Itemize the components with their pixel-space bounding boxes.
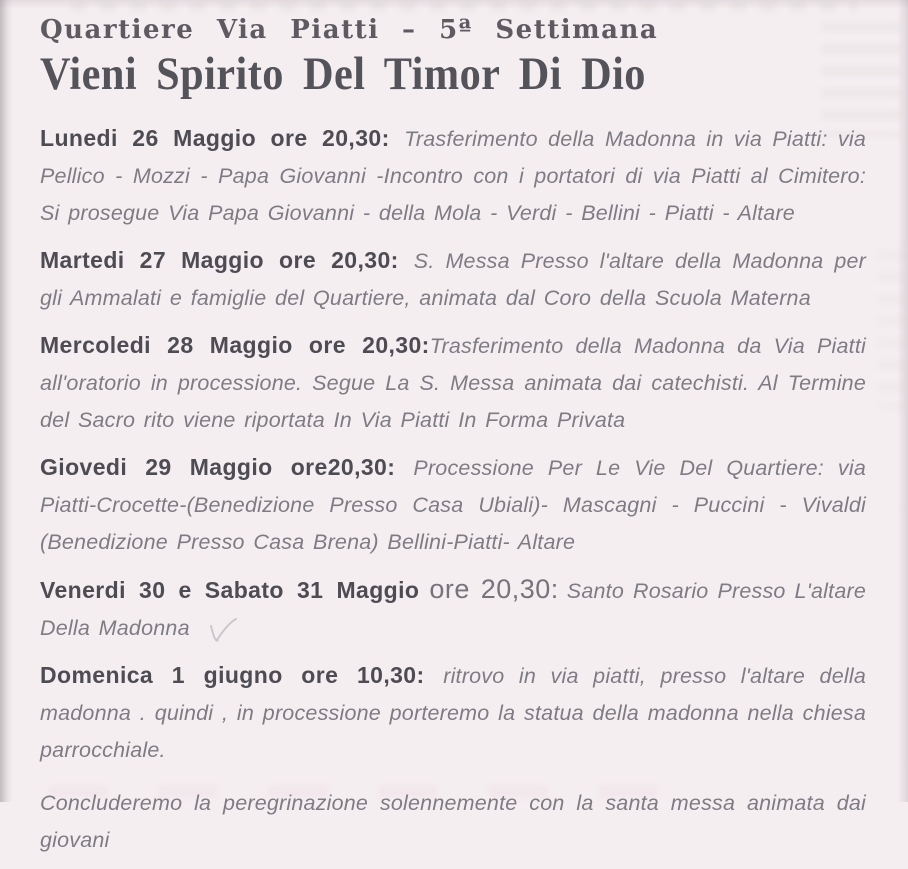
page-content	[40, 14, 866, 869]
schedule-entry-monday	[40, 120, 866, 232]
bleedthrough-artifact-top	[70, 2, 858, 12]
entry-text: ritrovo in via piatti, presso l'altare della madonna . quindi , in processione porteremo la statua della madonna nella chiesa parrocchiale.	[40, 664, 866, 762]
kicker-heading: Quartiere Via Piatti – 5ª Settimana	[40, 15, 659, 45]
schedule-entry-friday-saturday	[40, 571, 866, 647]
entry-day-label: Venerdi 30 e Sabato 31 Maggio	[40, 577, 420, 603]
schedule-entry-thursday	[40, 449, 866, 561]
bleedthrough-artifact-right	[878, 250, 904, 410]
entry-day-label: Mercoledi 28 Maggio ore 20,30:	[40, 332, 430, 358]
scan-edge-shadow-top	[0, 0, 908, 9]
entry-text: Processione Per Le Vie Del Quartiere: via Piatti-Crocette-(Benedizione Presso Casa Ubiali)- Mascagni - Puccini - Vivaldi (Benedizione Presso Casa Brena) Bellini-Piatti- Altare	[40, 456, 866, 554]
pen-mark	[203, 614, 243, 650]
schedule-entry-sunday	[40, 657, 866, 769]
page-title: Vieni Spirito Del Timor Di Dio	[40, 48, 646, 100]
entry-text: Trasferimento della Madonna da Via Piatti all'oratorio in processione. Segue La S. Messa animata dai catechisti. Al Termine del Sacro rito viene riportata In Via Piatti In Forma Privata	[40, 334, 866, 432]
entry-day-label: Martedi 27 Maggio ore 20,30:	[40, 247, 414, 273]
scan-edge-shadow-left	[0, 0, 13, 802]
scan-edge-shadow-right	[897, 0, 908, 802]
entry-day-label: Domenica 1 giugno ore 10,30:	[40, 662, 444, 688]
closing-line: Concluderemo la peregrinazione solennemente con la santa messa animata dai giovani	[40, 791, 866, 852]
entry-text: S. Messa Presso l'altare della Madonna per gli Ammalati e famiglie del Quartiere, animata dal Coro della Scuola Materna	[40, 249, 867, 310]
entry-day-label: Giovedi 29 Maggio ore20,30:	[40, 454, 414, 480]
schedule-entry-tuesday	[40, 242, 866, 317]
entry-day-label: Lunedi 26 Maggio ore 20,30:	[40, 125, 405, 151]
entry-time-label: ore 20,30:	[429, 574, 559, 604]
entry-text: Santo Rosario Presso L'altare Della Madonna	[40, 579, 867, 640]
schedule-entry-wednesday	[40, 327, 866, 439]
entry-text: Trasferimento della Madonna in via Piatti: via Pellico - Mozzi - Papa Giovanni -Incontro con i portatori di via Piatti al Cimitero: Si prosegue Via Papa Giovanni - della Mola - Verdi - Bellini - Piatti - Altare	[40, 127, 866, 225]
